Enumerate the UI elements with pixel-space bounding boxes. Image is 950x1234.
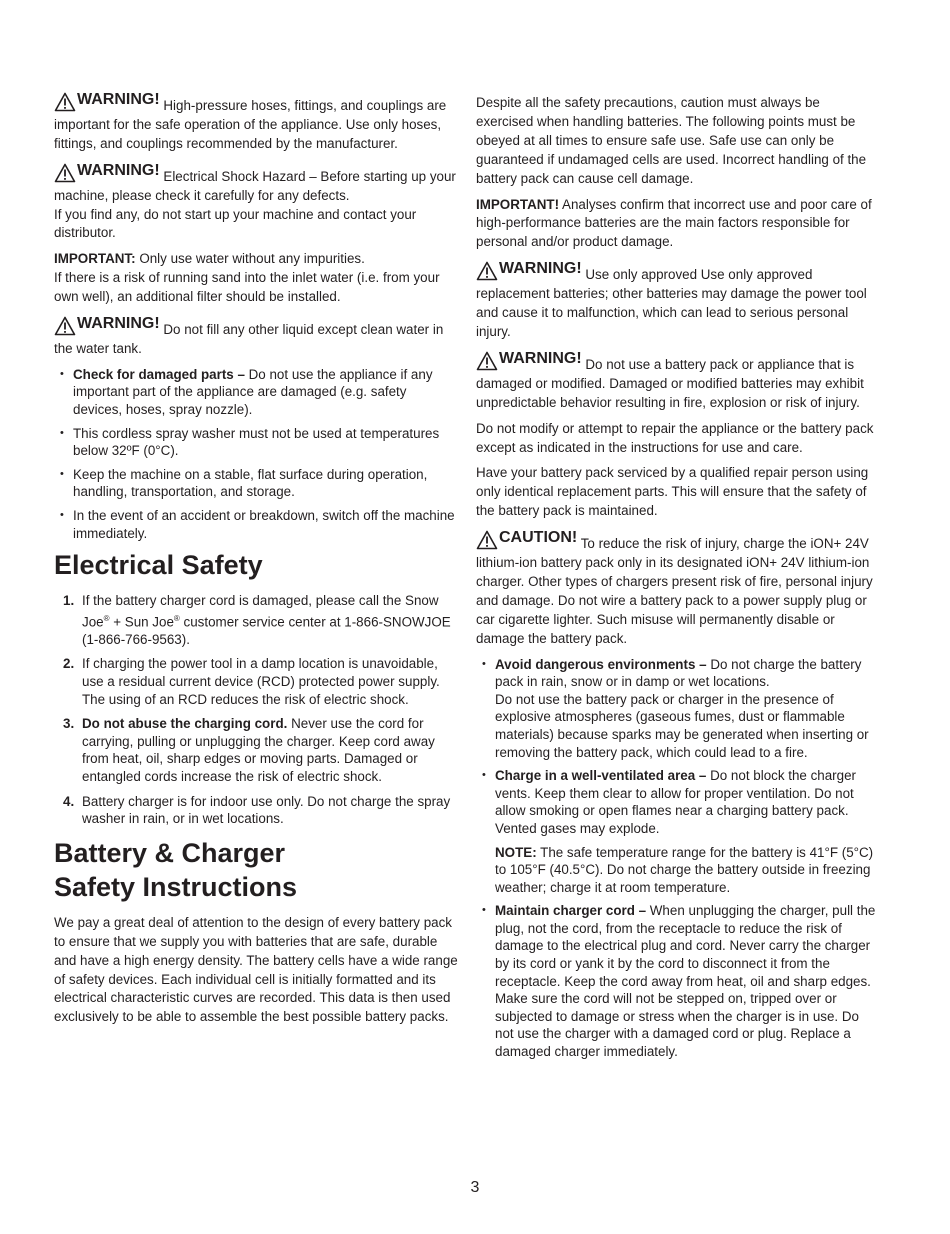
left-column xyxy=(54,90,458,1034)
warning-text-cont: If you find any, do not start up your machine and contact your distributor. xyxy=(54,206,417,241)
list-item: • Check for damaged parts – Do not use the appliance if any important part of the appliance are damaged (e.g. safety devices, hoses, spray nozzle). xyxy=(54,366,458,419)
repair-paragraph: Do not modify or attempt to repair the appliance or the battery pack except as indicated in the instructions for use and care. xyxy=(476,420,874,455)
warning-label: WARNING! xyxy=(499,260,582,278)
warning-liquid xyxy=(54,314,458,359)
right-column xyxy=(476,94,880,1067)
warning-text: Do not fill any other liquid except clean water in the water tank. xyxy=(54,322,444,356)
page-number: 3 xyxy=(470,1179,480,1196)
battery-caution-paragraph: Despite all the safety precautions, caution must always be exercised when handling batteries. The following points must be obeyed at all times to ensure safe use. Safe use can only be guaranteed if undamaged cells are used. Incorrect handling of the battery pack can cause cell damage. xyxy=(476,95,867,186)
warning-hoses xyxy=(54,90,458,154)
warning-label: WARNING! xyxy=(77,315,160,333)
list-item: 3. Do not abuse the charging cord. Never use the cord for carrying, pulling or unplugging the charger. Keep cord away from heat, oil, sharp edges or moving parts. Damaged or entangled cords increase the risk of electric shock. xyxy=(63,716,435,785)
warning-label: WARNING! xyxy=(77,91,160,109)
important-battery: IMPORTANT! Analyses confirm that incorrect use and poor care of high-performance batteries are the main factors responsible for personal and/or product damage. xyxy=(476,196,872,250)
list-item: 1. If the battery charger cord is damaged, please call the Snow Joe® + Sun Joe® customer service center at 1-866-SNOWJOE (1-866-766-9563). xyxy=(63,593,451,647)
service-paragraph: Have your battery pack serviced by a qualified repair person using only identical replacement parts. This will ensure that the safety of the battery pack is maintained. xyxy=(476,465,869,519)
caution-text: To reduce the risk of injury, charge the iON+ 24V lithium-ion battery pack only in its designated iON+ 24V lithium-ion charger. Other types of chargers present risk of fire, personal injury and damage. Do not wire a battery pack to a power supply plug or car cigarette lighter. Such misuse will permanently disable or damage the battery pack. xyxy=(476,536,873,646)
warning-triangle-icon xyxy=(54,316,76,336)
list-item: • Avoid dangerous environments – Do not charge the battery pack in rain, snow or in damp or wet locations. Do not use the battery pack or charger in the presence of explosive atmospheres (gaseous fumes, dust or flammable materials) because sparks may be generated when inserting or removing the battery pack, which could lead to a fire. xyxy=(476,656,880,762)
warning-shock xyxy=(54,161,458,244)
warning-damaged-pack xyxy=(476,349,880,413)
list-item: • This cordless spray washer must not be used at temperatures below 32ºF (0°C). xyxy=(54,425,458,460)
caution-label: CAUTION! xyxy=(499,529,578,547)
list-item: 2. If charging the power tool in a damp location is unavoidable, use a residual current device (RCD) protected power supply. The using of an RCD reduces the risk of electric shock. xyxy=(63,656,440,707)
safety-bullet-list xyxy=(54,366,458,542)
list-item: • Charge in a well-ventilated area – Do not block the charger vents. Keep them clear to allow for proper ventilation. Do not allow smoking or open flames near a charging battery pack. Vented gases may explode. xyxy=(476,767,880,837)
caution-charging xyxy=(476,528,880,648)
warning-triangle-icon xyxy=(476,351,498,371)
heading-electrical-safety: Electrical Safety xyxy=(54,550,263,581)
temperature-note: NOTE: The safe temperature range for the battery is 41°F (5°C) to 105°F (40.5°C). Do not charge the battery outside in freezing weather; charge it at room temperature. xyxy=(495,844,874,895)
list-item: • In the event of an accident or breakdown, switch off the machine immediately. xyxy=(54,507,458,542)
warning-text: Do not use a battery pack or appliance that is damaged or modified. Damaged or modified batteries may exhibit unpredictable behavior resulting in fire, explosion or risk of injury. xyxy=(476,356,864,410)
important-label: IMPORTANT! xyxy=(476,196,560,212)
important-text: Only use water without any impurities. xyxy=(139,251,365,267)
important-label: IMPORTANT: xyxy=(54,251,136,267)
charger-cord-bullet-list xyxy=(476,902,880,1060)
warning-triangle-icon xyxy=(54,163,76,183)
warning-label: WARNING! xyxy=(499,349,582,367)
warning-text: Use only approved Use only approved replacement batteries; other batteries may damage the power tool and cause it to malfunction, which can lead to serious personal injury. xyxy=(476,267,867,339)
important-text-cont: If there is a risk of running sand into the inlet water (i.e. from your own well), an additional filter should be installed. xyxy=(54,270,440,305)
warning-approved-batteries xyxy=(476,259,880,342)
warning-label: WARNING! xyxy=(77,161,160,179)
warning-text: Electrical Shock Hazard – Before starting up your machine, please check it carefully for any defects. xyxy=(54,168,456,203)
electrical-list xyxy=(54,592,458,828)
list-item: • Keep the machine on a stable, flat surface during operation, handling, transportation, and storage. xyxy=(54,466,458,501)
warning-triangle-icon xyxy=(54,92,76,112)
caution-triangle-icon xyxy=(476,530,498,550)
heading-battery-charger-safety: Battery & Charger Safety Instructions xyxy=(54,837,298,902)
charging-bullet-list xyxy=(476,656,880,838)
list-item: 4. Battery charger is for indoor use only. Do not charge the spray washer in rain, or in wet locations. xyxy=(63,793,451,827)
battery-intro-paragraph: We pay a great deal of attention to the design of every battery pack to ensure that we supply you with batteries that are safe, durable and have a high energy density. The battery cells have a wide range of safety devices. Each individual cell is initially formatted and its electrical characteristic curves are recorded. This data is then used exclusively to be able to assemble the best possible battery packs. xyxy=(54,914,458,1025)
warning-text: High-pressure hoses, fittings, and couplings are important for the safe operation of the appliance. Use only hoses, fittings, and couplings recommended by the manufacturer. xyxy=(54,98,447,151)
list-item: • Maintain charger cord – When unplugging the charger, pull the plug, not the cord, from the receptacle to reduce the risk of damage to the electrical plug and cord. Never carry the charger by its cord or yank it by the cord to disconnect it from the receptacle. Keep the cord away from heat, oil and sharp edges. Make sure the cord will not be stepped on, tripped over or subjected to damage or stress when the charger is in use. Do not use the charger with a damaged cord or plug. Replace a damaged charger immediately. xyxy=(476,902,880,1060)
note-label: NOTE: xyxy=(495,844,537,860)
important-water xyxy=(54,250,458,307)
warning-triangle-icon xyxy=(476,261,498,281)
